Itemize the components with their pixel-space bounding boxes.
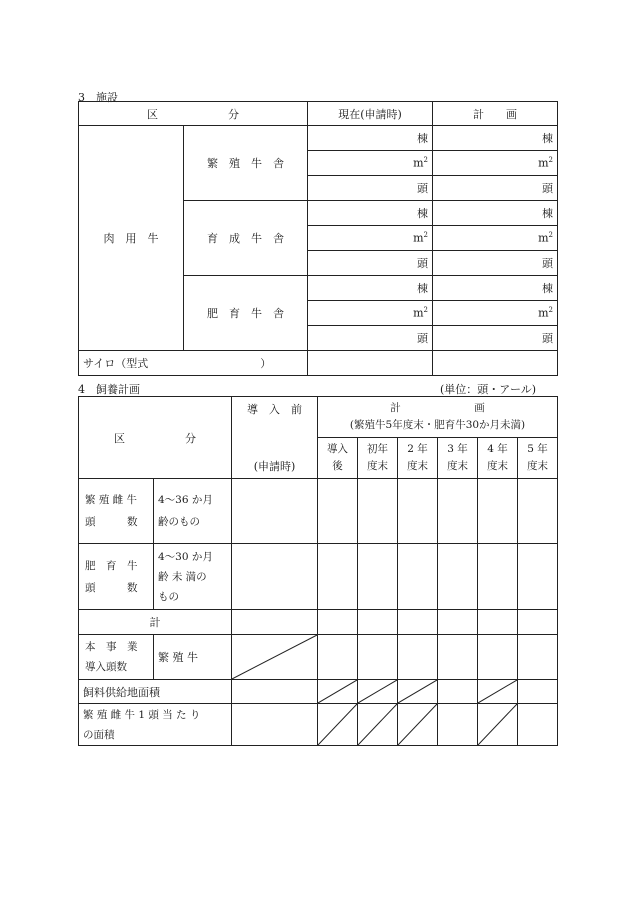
header-kubun: 区 分 [79, 102, 308, 126]
fp-cell [318, 610, 358, 635]
fp-row-total-label: 計 [79, 610, 232, 635]
section-3-heading: 3 施設 [78, 91, 118, 104]
unit-building: 棟 [308, 276, 433, 301]
fp-cell [398, 610, 438, 635]
fp-cell [398, 544, 438, 610]
fp-row-fattening-label: 肥 育 牛 頭 数 [79, 544, 154, 610]
unit-head: 頭 [308, 251, 433, 276]
fp-cell [438, 704, 478, 746]
fp-diagonal-cell [398, 704, 438, 746]
fp-col-year-2: 2 年 度末 [398, 438, 438, 479]
fp-cell [438, 610, 478, 635]
fp-diagonal-cell [358, 704, 398, 746]
fp-cell [518, 680, 558, 704]
unit-head: 頭 [433, 176, 558, 201]
fp-cell [358, 544, 398, 610]
fp-row-feed-land-label: 飼料供給地面積 [79, 680, 232, 704]
unit-area: $m^2$ [308, 226, 433, 251]
section-4-heading: 4 飼養計画 [78, 383, 140, 396]
fp-cell [478, 610, 518, 635]
fp-cell [318, 544, 358, 610]
fp-row-fattening-age: 4～30 か月 齢 未 満の もの [154, 544, 232, 610]
unit-building: 棟 [433, 201, 558, 226]
fp-diagonal-cell [318, 680, 358, 704]
fp-cell [232, 610, 318, 635]
fp-cell [358, 479, 398, 544]
fp-cell [232, 479, 318, 544]
silo-plan-cell [433, 351, 558, 376]
fp-cell [518, 479, 558, 544]
fp-diagonal-cell [318, 704, 358, 746]
fp-cell [518, 544, 558, 610]
fp-cell [358, 610, 398, 635]
fp-header-kubun: 区 分 [79, 397, 232, 479]
group-breeding-barn: 繁 殖 牛 舎 [184, 126, 308, 201]
fp-row-breeding-label: 繁 殖 雌 牛 頭 数 [79, 479, 154, 544]
header-plan: 計 画 [433, 102, 558, 126]
fp-row-breeding-age: 4～36 か月 齢のもの [154, 479, 232, 544]
fp-cell [478, 544, 518, 610]
fp-cell [478, 479, 518, 544]
fp-cell [232, 680, 318, 704]
unit-head: 頭 [433, 251, 558, 276]
unit-head: 頭 [308, 326, 433, 351]
unit-building: 棟 [308, 201, 433, 226]
fp-cell [398, 635, 438, 680]
fp-cell [438, 635, 478, 680]
fp-diagonal-cell [358, 680, 398, 704]
fp-diagonal-cell [478, 680, 518, 704]
fp-diagonal-cell [398, 680, 438, 704]
fp-col-year-1: 初年 度末 [358, 438, 398, 479]
fp-row-project-label: 本 事 業 導入頭数 [79, 635, 154, 680]
unit-area: $m^2$ [433, 226, 558, 251]
unit-area: $m^2$ [308, 301, 433, 326]
fp-cell [232, 544, 318, 610]
fp-col-year-5: 5 年 度末 [518, 438, 558, 479]
fp-cell [398, 479, 438, 544]
fp-row-per-head-label: 繁 殖 雌 牛 1 頭 当 た り の面積 [79, 704, 232, 746]
fp-cell [358, 635, 398, 680]
unit-area: $m^2$ [308, 151, 433, 176]
unit-head: 頭 [308, 176, 433, 201]
silo-row-label: サイロ（型式 ） [79, 351, 308, 376]
fp-diagonal-cell [232, 635, 318, 680]
unit-note: (単位：頭・アール) [440, 383, 537, 396]
fp-cell [318, 635, 358, 680]
unit-area: $m^2$ [433, 301, 558, 326]
fp-cell [438, 544, 478, 610]
fp-diagonal-cell [478, 704, 518, 746]
fp-cell [318, 479, 358, 544]
silo-current-cell [308, 351, 433, 376]
group-rearing-barn: 育 成 牛 舎 [184, 201, 308, 276]
fp-cell [518, 610, 558, 635]
fp-cell [438, 680, 478, 704]
category-beef-cattle: 肉 用 牛 [79, 126, 184, 351]
fp-header-plan: 計 画 (繁殖牛5年度末・肥育牛30か月未満) [318, 397, 558, 438]
fp-cell [232, 704, 318, 746]
facilities-table [78, 101, 558, 376]
fp-col-year-4: 4 年 度末 [478, 438, 518, 479]
fp-col-after-introduction: 導入 後 [318, 438, 358, 479]
feeding-plan-table [78, 396, 558, 746]
unit-building: 棟 [308, 126, 433, 151]
fp-cell [518, 704, 558, 746]
unit-area: $m^2$ [433, 151, 558, 176]
unit-building: 棟 [433, 276, 558, 301]
fp-cell [478, 635, 518, 680]
unit-building: 棟 [433, 126, 558, 151]
fp-col-year-3: 3 年 度末 [438, 438, 478, 479]
fp-cell [518, 635, 558, 680]
unit-head: 頭 [433, 326, 558, 351]
fp-cell [438, 479, 478, 544]
group-fattening-barn: 肥 育 牛 舎 [184, 276, 308, 351]
fp-header-before: 導 入 前 (申請時) [232, 397, 318, 479]
fp-row-project-type: 繁 殖 牛 [154, 635, 232, 680]
header-current: 現在(申請時) [308, 102, 433, 126]
